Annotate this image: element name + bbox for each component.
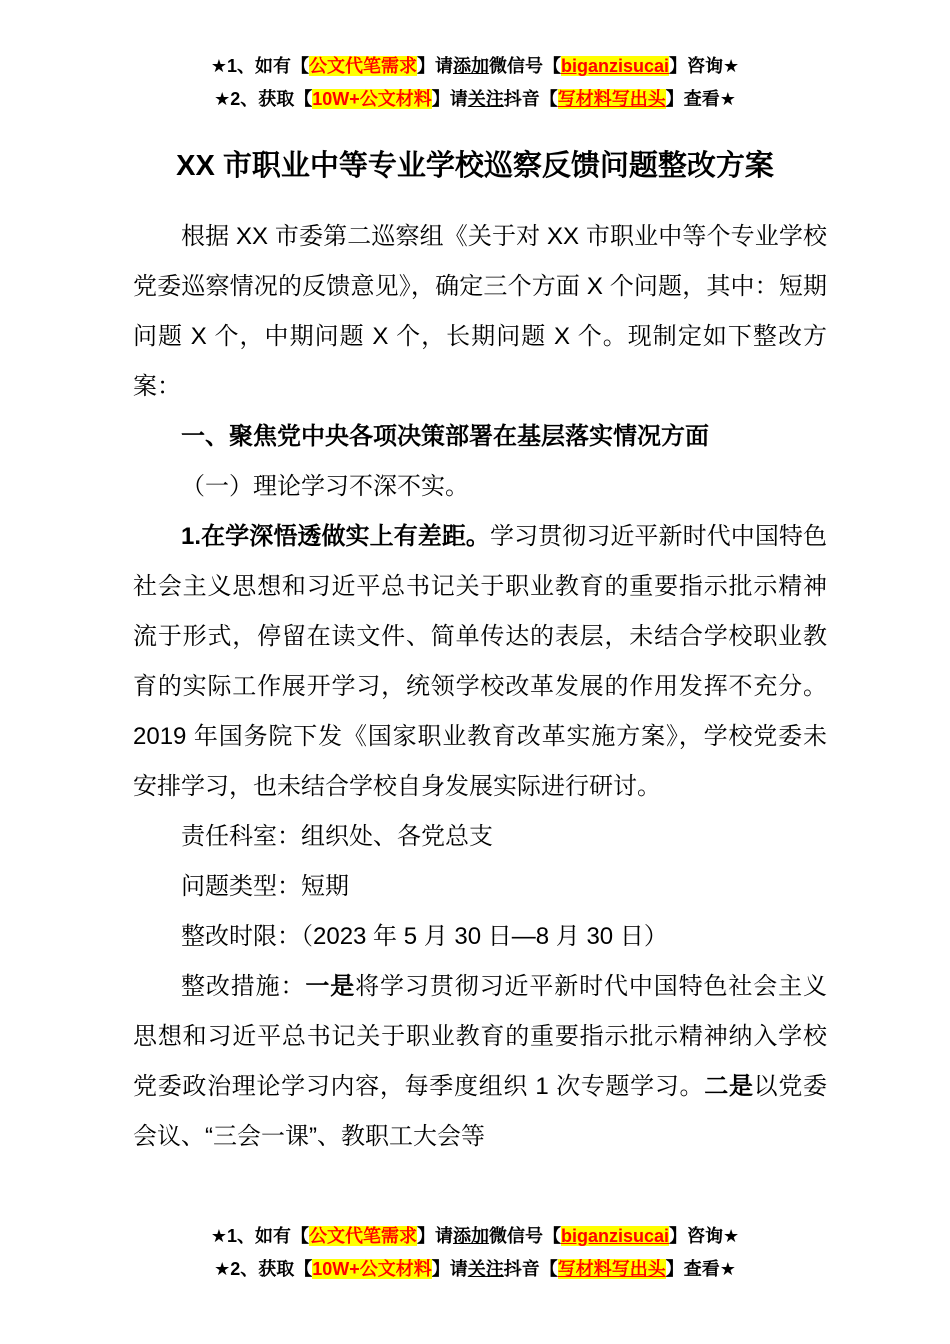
promo-line-1	[0, 1220, 950, 1253]
promo-douyin-handle: 写材料写出头	[557, 89, 666, 109]
promo-text: 微信号【	[488, 56, 561, 76]
promo-highlight-service: 公文代笔需求	[308, 56, 417, 76]
promo-line-1	[0, 50, 950, 83]
page-title: XX 市职业中等专业学校巡察反馈问题整改方案	[176, 150, 774, 182]
promo-text: 】请	[416, 56, 453, 76]
responsible-department-line: 责任科室：组织处、各党总支	[181, 823, 493, 850]
promo-text: ★1、如有【	[210, 56, 309, 76]
subsection-1-heading: （一）理论学习不深不实。	[181, 473, 469, 500]
promo-wechat-handle: biganzisucai	[560, 56, 670, 76]
measures-label: 整改措施：	[181, 973, 306, 1000]
promo-douyin-handle: 写材料写出头	[557, 1259, 666, 1279]
promo-text: ★2、获取【	[214, 1259, 313, 1279]
promo-underline-add: 添加	[452, 56, 489, 76]
promo-text: 】查看★	[665, 1259, 736, 1279]
promo-highlight-service: 公文代笔需求	[308, 1226, 417, 1246]
promo-text: 】请	[416, 1226, 453, 1246]
promo-text: 抖音【	[503, 89, 558, 109]
measures-paragraph	[133, 962, 827, 1162]
promo-highlight-materials: 10W+公文材料	[312, 1259, 432, 1279]
promo-text: ★2、获取【	[214, 89, 313, 109]
measure-1-text: 将学习贯彻习近平新时代中国特色社会主义思想和习近平总书记关于职业教育的重要指示批示精神纳入学校党委政治理论学习内容，每季度组织 1 次专题学习。	[133, 973, 828, 1100]
promo-line-2	[0, 1253, 950, 1286]
measure-1-marker: 一是	[305, 973, 356, 1000]
document-body	[133, 212, 827, 1162]
promo-text: 微信号【	[488, 1226, 561, 1246]
problem-1-paragraph	[133, 512, 827, 812]
problem-1-lead: 1.在学深悟透做实上有差距。	[181, 523, 491, 550]
promo-text: 】请	[431, 1259, 468, 1279]
measure-2-marker: 二是	[704, 1073, 754, 1100]
promo-underline-follow: 关注	[467, 89, 504, 109]
promo-text: 抖音【	[503, 1259, 558, 1279]
intro-paragraph: 根据 XX 市委第二巡察组《关于对 XX 市职业中等个专业学校党委巡察情况的反馈意见》，确定三个方面 X 个问题，其中：短期问题 X 个，中期问题 X 个，长期问题 X 个。现制定如下整改方案：	[133, 223, 827, 400]
measure-2-text: 以党委会议、“三会一课”、教职工大会等	[133, 1073, 828, 1150]
promo-underline-add: 添加	[452, 1226, 489, 1246]
promo-underline-follow: 关注	[467, 1259, 504, 1279]
promo-wechat-handle: biganzisucai	[560, 1226, 670, 1246]
promo-banner-top	[0, 50, 950, 116]
problem-type-line: 问题类型：短期	[181, 873, 349, 900]
promo-text: 】请	[431, 89, 468, 109]
promo-text: 】咨询★	[669, 1226, 740, 1246]
problem-1-text: 学习贯彻习近平新时代中国特色社会主义思想和习近平总书记关于职业教育的重要指示批示精神流于形式，停留在读文件、简单传达的表层，未结合学校职业教育的实际工作展开学习，统领学校改革发展的作用发挥不充分。2019 年国务院下发《国家职业教育改革实施方案》，学校党委未安排学习，也未结合学校自身发展实际进行研讨。	[133, 523, 828, 800]
promo-text: 】咨询★	[669, 56, 740, 76]
deadline-line: 整改时限：（2023 年 5 月 30 日—8 月 30 日）	[181, 923, 668, 950]
promo-text: ★1、如有【	[210, 1226, 309, 1246]
promo-banner-bottom	[0, 1220, 950, 1286]
promo-line-2	[0, 83, 950, 116]
promo-highlight-materials: 10W+公文材料	[312, 89, 432, 109]
promo-text: 】查看★	[665, 89, 736, 109]
section-1-heading: 一、聚焦党中央各项决策部署在基层落实情况方面	[181, 423, 709, 450]
